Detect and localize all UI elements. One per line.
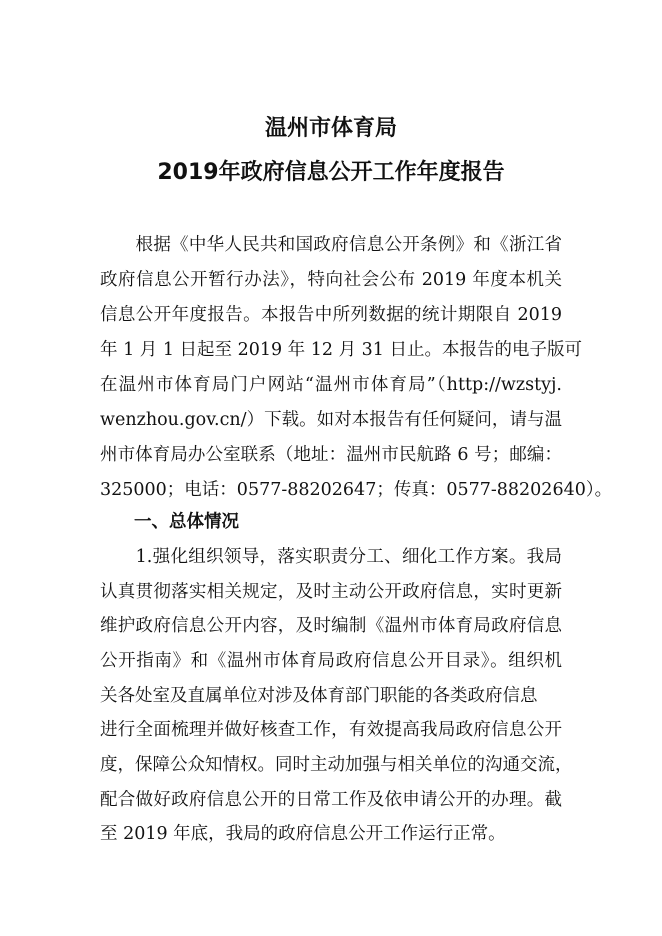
document-title: 温州市体育局 (264, 116, 397, 141)
text-line: 州市体育局办公室联系（地址：温州市民航路 6 号；邮编： (100, 445, 562, 465)
section-heading: 一、总体情况 (134, 512, 239, 532)
text-line: 信息公开年度报告。本报告中所列数据的统计期限自 2019 (100, 305, 562, 325)
text-line: 政府信息公开暂行办法》，特向社会公布 2019 年度本机关 (100, 270, 562, 290)
text-line: 在温州市体育局门户网站“温州市体育局”（http://wzstyj. (100, 375, 562, 395)
text-line: 至 2019 年底，我局的政府信息公开工作运行正常。 (100, 824, 506, 844)
text-line: 年 1 月 1 日起至 2019 年 12 月 31 日止。本报告的电子版可 (100, 340, 582, 360)
text-line: 维护政府信息公开内容，及时编制《温州市体育局政府信息 (100, 616, 562, 636)
text-line: 1.强化组织领导，落实职责分工、细化工作方案。我局 (100, 547, 562, 567)
document-subtitle: 2019年政府信息公开工作年度报告 (157, 160, 505, 185)
text-line: 配合做好政府信息公开的日常工作及依申请公开的办理。截 (100, 790, 562, 810)
text-line: wenzhou.gov.cn/）下载。如对本报告有任何疑问，请与温 (100, 410, 562, 430)
text-line: 关各处室及直属单位对涉及体育部门职能的各类政府信息 (100, 686, 538, 706)
text-line: 认真贯彻落实相关规定，及时主动公开政府信息，实时更新 (100, 582, 562, 602)
text-line: 根据《中华人民共和国政府信息公开条例》和《浙江省 (100, 235, 562, 255)
text-line: 公开指南》和《温州市体育局政府信息公开目录》。组织机 (100, 651, 562, 671)
text-line: 度，保障公众知情权。同时主动加强与相关单位的沟通交流， (100, 755, 573, 775)
text-line: 325000；电话：0577-88202647；传真：0577-88202640）。 (100, 480, 613, 500)
text-line: 进行全面梳理并做好核查工作，有效提高我局政府信息公开 (100, 720, 562, 740)
